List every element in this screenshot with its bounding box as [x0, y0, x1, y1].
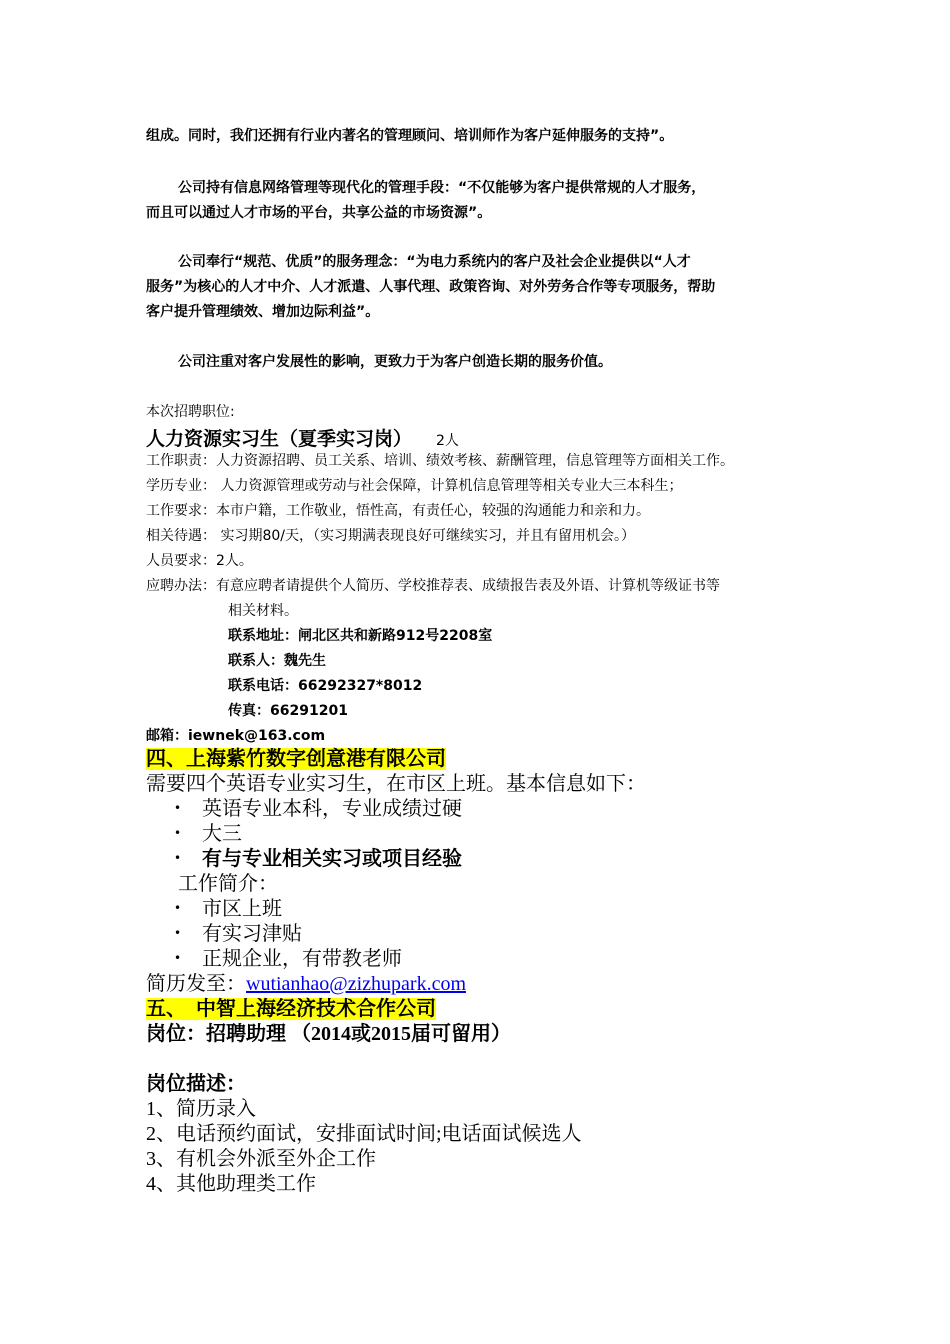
section-4-item-3: 有与专业相关实习或项目经验 [202, 848, 462, 870]
intro-paragraph-2a: 公司持有信息网络管理等现代化的管理手段：“不仅能够为客户提供常规的人才服务， [178, 180, 706, 196]
bullet-icon: • [174, 901, 182, 915]
intro-paragraph-3a: 公司奉行“规范、优质”的服务理念：“为电力系统内的客户及社会企业提供以“人才 [178, 254, 691, 270]
section-4-item-2: 大三 [202, 823, 242, 845]
job-people: 人员要求：2人。 [146, 553, 253, 569]
section-5-task-2: 2、电话预约面试，安排面试时间;电话面试候选人 [146, 1123, 582, 1145]
section-4-title: 四、上海紫竹数字创意港有限公司 [146, 748, 446, 770]
bullet-icon: • [174, 926, 182, 940]
job-apply-2: 相关材料。 [228, 603, 298, 619]
intro-paragraph-3b: 服务”为核心的人才中介、人才派遣、人事代理、政策咨询、对外劳务合作等专项服务，帮助 [146, 279, 716, 295]
intro-paragraph-4: 公司注重对客户发展性的影响，更致力于为客户创造长期的服务价值。 [178, 354, 612, 370]
intro-paragraph-2b: 而且可以通过人才市场的平台，共享公益的市场资源”。 [146, 205, 492, 221]
section-5-task-4: 4、其他助理类工作 [146, 1173, 316, 1195]
job-apply-1: 应聘办法：有意应聘者请提供个人简历、学校推荐表、成绩报告表及外语、计算机等级证书等 [146, 578, 720, 594]
section-5-desc: 岗位描述： [146, 1073, 246, 1095]
section-5-position: 岗位：招聘助理 （2014或2015届可留用） [146, 1023, 511, 1045]
section-5-title: 五、 中智上海经济技术合作公司 [146, 998, 436, 1020]
section-5-title-line [146, 997, 816, 1022]
section-5-task-1: 1、简历录入 [146, 1098, 256, 1120]
job-heading: 本次招聘职位: [146, 404, 235, 420]
job-fax: 传真：66291201 [228, 703, 348, 719]
job-phone: 联系电话：66292327*8012 [228, 678, 423, 694]
section-4-item2-2: 有实习津贴 [202, 923, 302, 945]
section-5-task-3: 3、有机会外派至外企工作 [146, 1148, 376, 1170]
job-count: 2人 [436, 433, 459, 449]
job-title: 人力资源实习生（夏季实习岗） [146, 428, 413, 450]
bullet-icon: • [174, 826, 182, 840]
job-major: 学历专业： 人力资源管理或劳动与社会保障，计算机信息管理等相关专业大三本科生； [146, 478, 683, 494]
bullet-icon: • [174, 951, 182, 965]
job-address: 联系地址：闸北区共和新路912号2208室 [228, 628, 493, 644]
bullet-icon: • [174, 801, 182, 815]
section-4-intro: 需要四个英语专业实习生，在市区上班。基本信息如下： [146, 773, 646, 795]
job-duty: 工作职责：人力资源招聘、员工关系、培训、绩效考核、薪酬管理，信息管理等方面相关工作。 [146, 453, 734, 469]
resume-email-link[interactable]: wutianhao@zizhupark.com [246, 973, 467, 995]
job-requirement: 工作要求：本市户籍，工作敬业，悟性高，有责任心，较强的沟通能力和亲和力。 [146, 503, 650, 519]
job-email: 邮箱：iewnek@163.com [146, 728, 326, 744]
section-4-item2-1: 市区上班 [202, 898, 282, 920]
section-4-item-1: 英语专业本科，专业成绩过硬 [202, 798, 462, 820]
bullet-icon: • [174, 851, 182, 865]
intro-paragraph-3c: 客户提升管理绩效、增加边际利益”。 [146, 304, 380, 320]
resume-label: 简历发至： [146, 973, 246, 995]
intro-paragraph-1: 组成。同时，我们还拥有行业内著名的管理顾问、培训师作为客户延伸服务的支持”。 [146, 128, 674, 144]
section-4-resume [146, 972, 816, 997]
job-contact: 联系人：魏先生 [228, 653, 326, 669]
job-pay: 相关待遇： 实习期80/天，（实习期满表现良好可继续实习，并且有留用机会。） [146, 528, 635, 544]
section-4-title-line [146, 747, 816, 772]
section-4-item2-3: 正规企业，有带教老师 [202, 948, 402, 970]
section-4-sub: 工作简介： [178, 873, 278, 895]
